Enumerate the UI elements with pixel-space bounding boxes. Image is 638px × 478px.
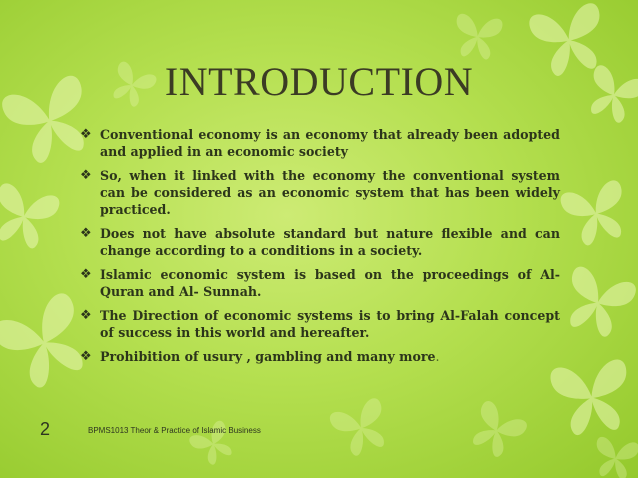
diamond-bullet-icon: ❖ xyxy=(80,226,92,241)
bullet-text: Does not have absolute standard but nature flexible and can change according to a conditions in a society. xyxy=(100,226,560,258)
list-item xyxy=(78,266,560,300)
butterfly-icon xyxy=(552,252,638,345)
slide-number: 2 xyxy=(40,419,51,439)
diamond-bullet-icon: ❖ xyxy=(80,308,92,323)
slide-title: INTRODUCTION xyxy=(164,59,474,104)
bullet-text: Islamic economic system is based on the proceedings of Al-Quran and Al- Sunnah. xyxy=(100,267,560,299)
bullet-text: Prohibition of usury , gambling and many more xyxy=(100,349,436,364)
bullet-end-mark: . xyxy=(435,349,440,364)
bullet-text: Conventional economy is an economy that already been adopted and applied in an economic society xyxy=(100,127,560,159)
diamond-bullet-icon: ❖ xyxy=(80,267,92,282)
bullet-text: The Direction of economic systems is to bring Al-Falah concept of success in this world and hereafter. xyxy=(100,308,560,340)
butterfly-icon xyxy=(182,412,242,472)
diamond-bullet-icon: ❖ xyxy=(80,168,92,183)
slide-footer: BPMS1013 Theor & Practice of Islamic Business xyxy=(88,426,261,435)
bullet-text: So, when it linked with the economy the conventional system can be considered as an economic system that has been widely practiced. xyxy=(100,168,560,217)
butterfly-icon xyxy=(0,170,68,256)
list-item xyxy=(78,307,560,341)
list-item xyxy=(78,348,560,365)
list-item xyxy=(78,126,560,160)
butterfly-icon xyxy=(460,390,536,466)
diamond-bullet-icon: ❖ xyxy=(80,349,92,364)
bullet-list xyxy=(78,126,560,372)
list-item xyxy=(78,225,560,259)
butterfly-icon xyxy=(322,387,399,464)
butterfly-icon xyxy=(588,428,638,478)
butterfly-icon xyxy=(552,167,638,253)
butterfly-icon xyxy=(449,5,508,64)
diamond-bullet-icon: ❖ xyxy=(80,127,92,142)
list-item xyxy=(78,167,560,218)
